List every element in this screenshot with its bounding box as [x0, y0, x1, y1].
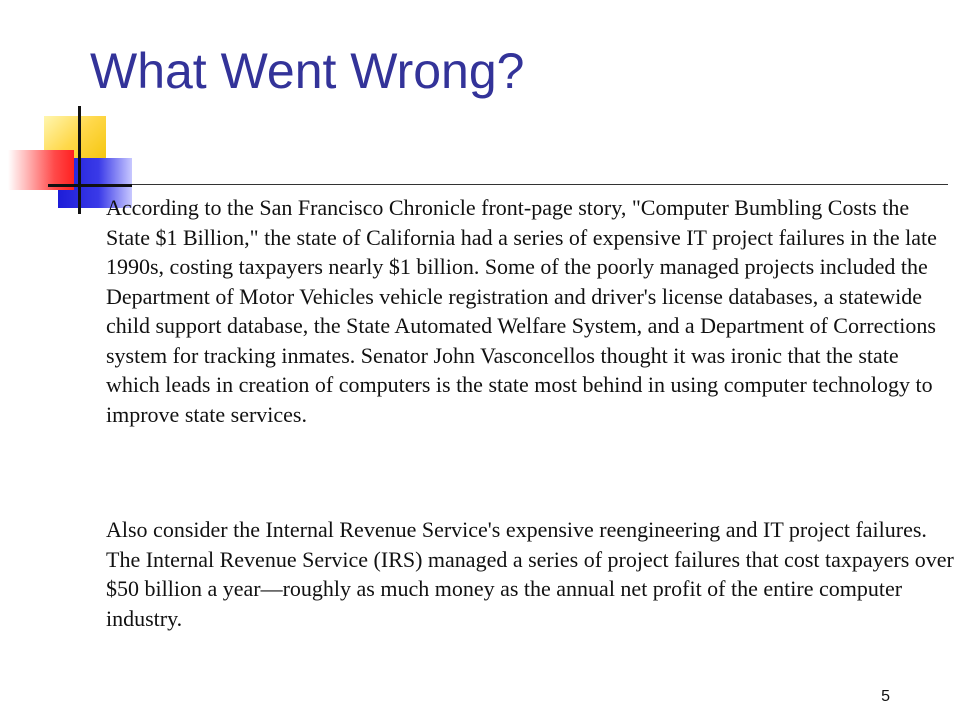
page-number: 5 — [881, 688, 890, 705]
slide-title: What Went Wrong? — [90, 43, 525, 99]
divider-accent-line — [48, 184, 132, 187]
decorative-vertical-line — [78, 106, 81, 214]
body-paragraph-irs: Also consider the Internal Revenue Service's expensive reengineering and IT project failures. The Internal Revenue Service (IRS) managed a series of project failures that cost taxpayers over $50 billion a year—roughly as much money as the annual net profit of the entire computer industry. — [106, 517, 954, 631]
title-divider-line — [48, 184, 948, 185]
body-paragraph-california: According to the San Francisco Chronicle front-page story, "Computer Bumbling Costs the State $1 Billion," the state of California had a series of expensive IT project failures in the late 1990s, costing taxpayers nearly $1 billion. Some of the poorly managed projects included the Department of Motor Vehicles vehicle registration and driver's license databases, a statewide child support database, the State Automated Welfare System, and a Department of Corrections system for tracking inmates. Senator John Vasconcellos thought it was ironic that the state which leads in creation of computers is the state most behind in using computer technology to improve state services. — [106, 195, 937, 427]
